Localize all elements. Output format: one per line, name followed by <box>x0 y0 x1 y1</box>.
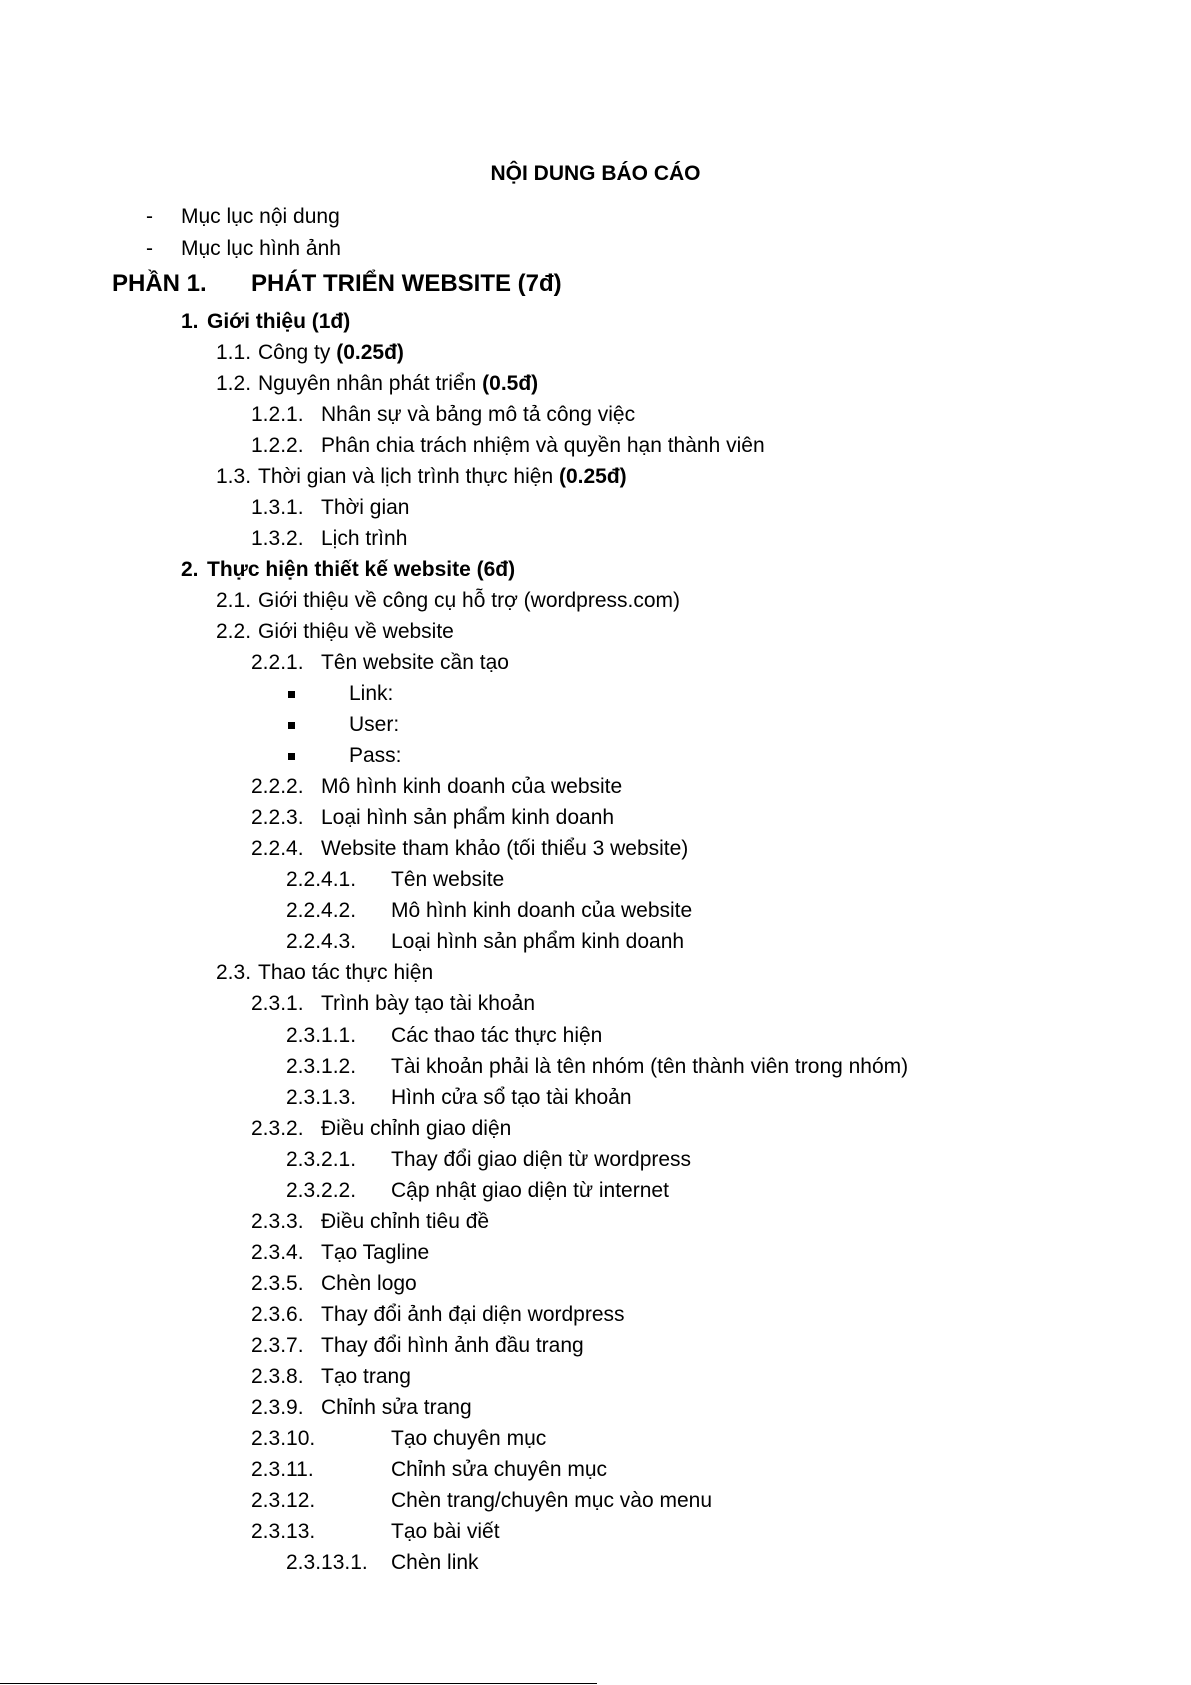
toc-text: Thời gian <box>321 496 410 519</box>
toc-text: Nguyên nhân phát triển <box>258 372 477 395</box>
toc-number: 1.3.2. <box>251 527 304 550</box>
toc-number: 2.3.1.2. <box>286 1055 357 1078</box>
toc-text: Mô hình kinh doanh của website <box>321 775 623 798</box>
toc-text: Tạo Tagline <box>321 1241 430 1264</box>
toc-text: Phân chia trách nhiệm và quyền hạn thành viên <box>321 434 765 457</box>
toc-number: 2.3.3. <box>251 1210 304 1233</box>
toc-text: Thời gian và lịch trình thực hiện <box>258 465 554 488</box>
toc-text: Tạo trang <box>321 1365 411 1388</box>
toc-text: Điều chỉnh tiêu đề <box>321 1210 490 1233</box>
toc-text: Giới thiệu (1đ) <box>207 310 351 333</box>
toc-text: Các thao tác thực hiện <box>391 1024 603 1047</box>
square-bullet-icon <box>288 722 295 729</box>
toc-number: 1. <box>181 310 199 333</box>
toc-text: Điều chỉnh giao diện <box>321 1117 512 1140</box>
dash-marker: - <box>146 205 153 228</box>
toc-text: Thao tác thực hiện <box>258 961 434 984</box>
toc-number: 2.2.4.1. <box>286 868 357 891</box>
toc-number: 2.2.1. <box>251 651 304 674</box>
toc-number: 2.2. <box>216 620 252 643</box>
toc-number: 2.3.13.1. <box>286 1551 368 1574</box>
toc-text: Tạo bài viết <box>391 1520 500 1543</box>
toc-number: 2.3.1. <box>251 992 304 1015</box>
toc-text: Nhân sự và bảng mô tả công việc <box>321 403 636 426</box>
toc-number: 2.3.9. <box>251 1396 304 1419</box>
toc-text: Chỉnh sửa chuyên mục <box>391 1458 607 1481</box>
dash-item-image-index: Mục lục hình ảnh <box>181 237 341 260</box>
toc-number: 2.1. <box>216 589 252 612</box>
toc-text: Công ty <box>258 341 331 364</box>
toc-number: 2.2.4. <box>251 837 304 860</box>
toc-text: Chèn trang/chuyên mục vào menu <box>391 1489 713 1512</box>
toc-number: 2.3.1.3. <box>286 1086 357 1109</box>
toc-text: Thay đổi hình ảnh đầu trang <box>321 1334 584 1357</box>
toc-number: 2.3.10. <box>251 1427 316 1450</box>
toc-number: 1.2.1. <box>251 403 304 426</box>
toc-text: Trình bày tạo tài khoản <box>321 992 536 1015</box>
toc-text: Thay đổi ảnh đại diện wordpress <box>321 1303 625 1326</box>
bullet-text: Pass: <box>349 744 402 767</box>
toc-number: 2.2.3. <box>251 806 304 829</box>
toc-points: (0.5đ) <box>482 372 539 395</box>
toc-number: 2.3.8. <box>251 1365 304 1388</box>
toc-text: Chỉnh sửa trang <box>321 1396 472 1419</box>
dash-item-content-index: Mục lục nội dung <box>181 205 340 228</box>
report-title: NỘI DUNG BÁO CÁO <box>490 162 701 185</box>
toc-number: 1.3. <box>216 465 252 488</box>
toc-number: 2.3.12. <box>251 1489 316 1512</box>
toc-number: 1.2. <box>216 372 252 395</box>
square-bullet-icon <box>288 691 295 698</box>
toc-text: Giới thiệu về công cụ hỗ trợ (wordpress.com) <box>258 589 681 612</box>
toc-points: (0.25đ) <box>336 341 404 364</box>
toc-text: Cập nhật giao diện từ internet <box>391 1179 669 1202</box>
toc-text: Chèn logo <box>321 1272 417 1295</box>
toc-number: 2.2.4.2. <box>286 899 357 922</box>
bullet-text: Link: <box>349 682 394 705</box>
bullet-text: User: <box>349 713 400 736</box>
toc-text: Giới thiệu về website <box>258 620 454 643</box>
toc-number: 1.2.2. <box>251 434 304 457</box>
toc-text: Tên website <box>391 868 505 891</box>
toc-text: Hình cửa sổ tạo tài khoản <box>391 1086 632 1109</box>
toc-number: 2.3.13. <box>251 1520 316 1543</box>
toc-number: 2.3.4. <box>251 1241 304 1264</box>
toc-number: 2.3.11. <box>251 1458 314 1481</box>
toc-number: 2.3.5. <box>251 1272 304 1295</box>
toc-number: 1.3.1. <box>251 496 304 519</box>
toc-points: (0.25đ) <box>558 465 627 488</box>
part-title: PHÁT TRIỂN WEBSITE (7đ) <box>251 270 562 297</box>
toc-text: Mô hình kinh doanh của website <box>391 899 693 922</box>
footer-divider <box>0 1683 597 1684</box>
toc-text: Loại hình sản phẩm kinh doanh <box>321 806 615 829</box>
toc-text: Lịch trình <box>321 527 408 550</box>
toc-number: 2.3.1.1. <box>286 1024 357 1047</box>
toc-number: 2.3.6. <box>251 1303 304 1326</box>
toc-text: Tài khoản phải là tên nhóm (tên thành viên trong nhóm) <box>391 1055 909 1078</box>
toc-text: Thực hiện thiết kế website (6đ) <box>207 558 516 581</box>
part-number: PHẦN 1. <box>112 270 207 297</box>
toc-text: Tên website cần tạo <box>321 651 509 674</box>
toc-number: 2.3. <box>216 961 252 984</box>
toc-number: 2.3.2.2. <box>286 1179 357 1202</box>
toc-number: 2.3.2.1. <box>286 1148 357 1171</box>
toc-number: 2.2.4.3. <box>286 930 357 953</box>
toc-number: 2.2.2. <box>251 775 304 798</box>
toc-number: 2.3.7. <box>251 1334 304 1357</box>
toc-text: Thay đổi giao diện từ wordpress <box>391 1148 692 1171</box>
toc-number: 1.1. <box>216 341 252 364</box>
toc-text: Tạo chuyên mục <box>391 1427 547 1450</box>
toc-text: Chèn link <box>391 1551 479 1574</box>
square-bullet-icon <box>288 753 295 760</box>
toc-text: Loại hình sản phẩm kinh doanh <box>391 930 685 953</box>
toc-text: Website tham khảo (tối thiểu 3 website) <box>321 837 689 860</box>
toc-number: 2. <box>181 558 199 581</box>
dash-marker: - <box>146 237 153 260</box>
toc-number: 2.3.2. <box>251 1117 304 1140</box>
